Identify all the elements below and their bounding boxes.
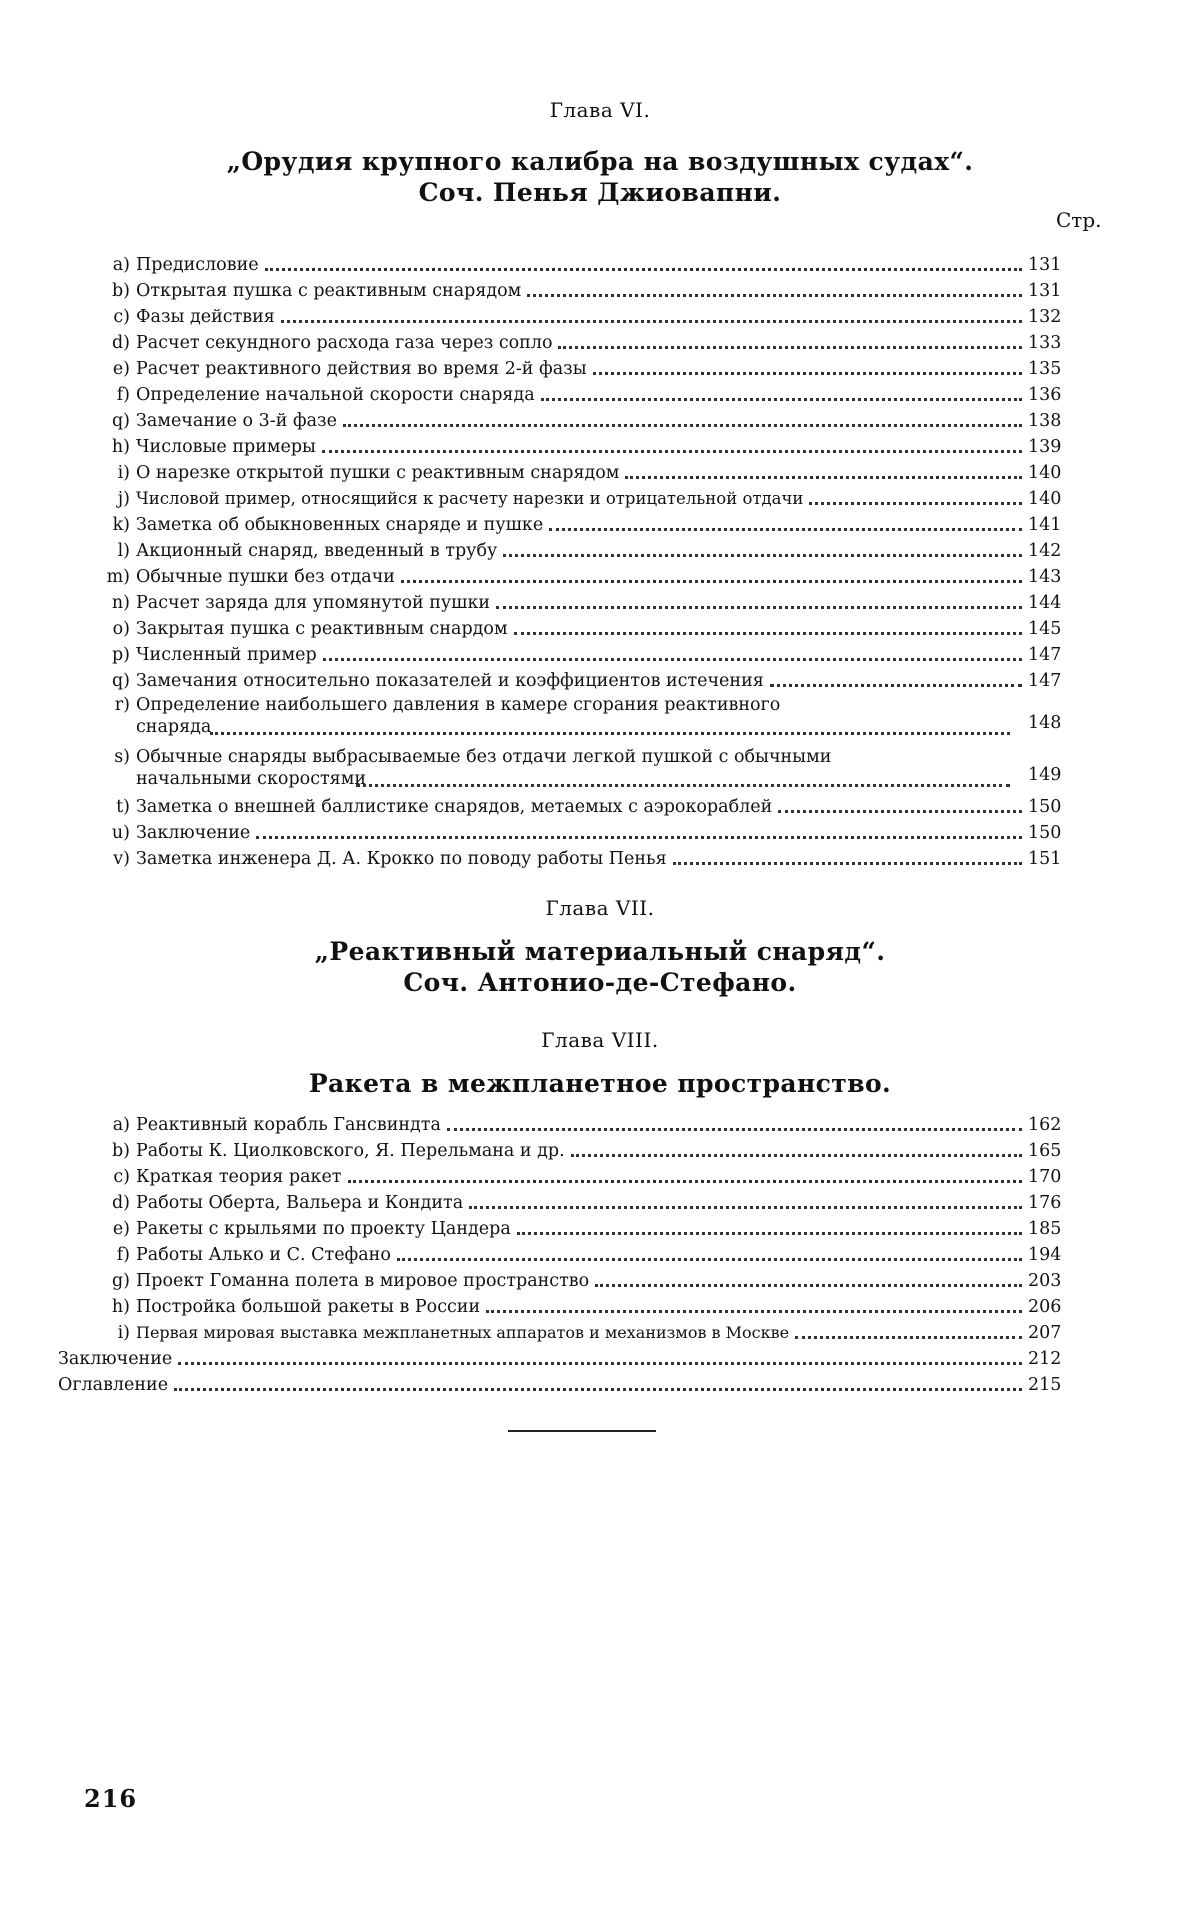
toc-entry[interactable] [100,354,1066,380]
dot-leader [210,728,1010,735]
chapter-6-title-line2: Соч. Пенья Джиовапни. [418,178,782,207]
section-divider [508,1430,656,1432]
toc-page: 138 [1028,411,1062,431]
toc-title: Постройка большой ракеты в России [136,1297,481,1317]
dot-leader [571,1150,1022,1157]
toc-page: 162 [1028,1115,1062,1135]
dot-leader [558,342,1022,349]
toc-page: 147 [1028,671,1062,691]
toc-letter: l) [117,541,130,561]
toc-letter: e) [112,1219,130,1239]
dot-leader [447,1124,1022,1131]
toc-page: 136 [1028,385,1062,405]
toc-page: 170 [1028,1167,1062,1187]
dot-leader [397,1254,1022,1261]
toc-title: Определение начальной скорости снаряда [136,385,535,405]
toc-letter: q) [111,671,130,691]
dot-leader [174,1384,1022,1391]
toc-entry[interactable] [100,276,1066,302]
dot-leader [595,1280,1022,1287]
toc-page: 215 [1028,1375,1062,1395]
toc-entry[interactable] [100,844,1066,870]
toc-entry[interactable] [100,1162,1066,1188]
toc-title: Заметка о внешней баллистике снарядов, метаемых с аэрокораблей [136,797,773,817]
toc-page: 132 [1028,307,1062,327]
toc-title: Первая мировая выставка межпланетных аппаратов и механизмов в Москве [136,1323,790,1342]
dot-leader [593,368,1022,375]
toc-title: Работы Алько и С. Стефано [136,1245,391,1265]
toc-page: 148 [1028,713,1062,733]
toc-title: Работы К. Циолковского, Я. Перельмана и др. [136,1141,565,1161]
toc-letter: c) [113,307,130,327]
toc-letter: k) [112,515,130,535]
dot-leader [625,472,1022,479]
toc-entry[interactable] [100,250,1066,276]
chapter-7-title-line1: „Реактивный материальный снаряд“. [314,937,886,966]
toc-entry[interactable] [100,536,1066,562]
dot-leader [673,858,1022,865]
toc-page: 151 [1028,849,1062,869]
toc-letter: c) [113,1167,130,1187]
chapter-7-title [0,936,1200,998]
toc-entry[interactable] [100,818,1066,844]
chapter-7-label: Глава VII. [545,896,655,920]
toc-letter: i) [117,463,130,483]
toc-page: 145 [1028,619,1062,639]
toc-title: Числовой пример, относящийся к расчету нарезки и отрицательной отдачи [136,489,804,508]
toc-letter: q) [111,411,130,431]
toc-entry[interactable] [100,1136,1066,1162]
dot-leader [778,806,1022,813]
toc-page: 207 [1028,1323,1062,1343]
toc-page: 131 [1028,281,1062,301]
toc-title: Работы Оберта, Вальера и Кондита [136,1193,464,1213]
dot-leader [527,290,1022,297]
toc-page: 131 [1028,255,1062,275]
dot-leader [770,680,1022,687]
toc-title: Оглавление [58,1375,169,1395]
dot-leader [281,316,1022,323]
toc-page: 185 [1028,1219,1062,1239]
chapter-6-label: Глава VI. [549,98,651,122]
toc-entry[interactable] [100,1214,1066,1240]
toc-title-line1: Определение наибольшего давления в камере сгорания реактивного [136,695,781,715]
toc-page: 141 [1028,515,1062,535]
toc-entry-two-line[interactable] [100,694,1066,742]
toc-page: 194 [1028,1245,1062,1265]
chapter-8-label: Глава VIII. [541,1028,659,1052]
toc-entry-conclusion[interactable] [58,1344,1066,1370]
toc-title: Замечание о 3-й фазе [136,411,337,431]
toc-letter: u) [111,823,130,843]
toc-title: Предисловие [136,255,259,275]
toc-entry[interactable] [100,432,1066,458]
toc-letter: v) [113,849,130,869]
toc-letter: t) [116,797,130,817]
toc-title: Закрытая пушка с реактивным снардом [136,619,508,639]
toc-letter: i) [117,1323,130,1343]
toc-entry[interactable] [100,1188,1066,1214]
toc-letter: h) [111,437,130,457]
toc-letter: g) [111,1271,130,1291]
toc-entry[interactable] [100,1266,1066,1292]
dot-leader [541,394,1022,401]
toc-title: Замечания относительно показателей и коэффициентов истечения [136,671,764,691]
toc-entry[interactable] [100,484,1066,510]
toc-entry[interactable] [100,1110,1066,1136]
toc-letter: a) [112,255,130,275]
toc-page: 144 [1028,593,1062,613]
toc-entry-two-line[interactable] [100,746,1066,794]
toc-entry[interactable] [100,380,1066,406]
toc-title: Заметка об обыкновенных снаряде и пушке [136,515,544,535]
toc-entry[interactable] [100,302,1066,328]
toc-title: Проект Гоманна полета в мировое пространство [136,1271,590,1291]
toc-title-line2: снаряда [136,717,212,737]
toc-letter: b) [111,1141,130,1161]
toc-letter: d) [111,1193,130,1213]
toc-entry-contents[interactable] [58,1370,1066,1396]
toc-entry[interactable] [100,1318,1066,1344]
toc-page: 143 [1028,567,1062,587]
dot-leader [265,264,1022,271]
toc-entry[interactable] [100,406,1066,432]
dot-leader [503,550,1022,557]
dot-leader [517,1228,1022,1235]
toc-entry[interactable] [100,458,1066,484]
toc-entry[interactable] [100,328,1066,354]
dot-leader [323,654,1022,661]
dot-leader [343,420,1022,427]
chapter-7-title-line2: Соч. Антонио-де-Стефано. [403,968,797,997]
dot-leader [469,1202,1022,1209]
toc-entry[interactable] [100,510,1066,536]
dot-leader [496,602,1022,609]
toc-page: 165 [1028,1141,1062,1161]
toc-letter: o) [112,619,130,639]
toc-entry[interactable] [100,792,1066,818]
toc-title: Обычные пушки без отдачи [136,567,395,587]
toc-letter: f) [116,1245,130,1265]
toc-letter: f) [116,385,130,405]
toc-page: 150 [1028,797,1062,817]
dot-leader [809,498,1022,505]
toc-letter: s) [114,747,130,767]
toc-entry[interactable] [100,614,1066,640]
toc-letter: d) [111,333,130,353]
dot-leader [356,780,1010,787]
toc-title: Заметка инженера Д. А. Крокко по поводу работы Пенья [136,849,667,869]
toc-title-line2: начальными скоростями [136,769,366,789]
toc-entry[interactable] [100,1292,1066,1318]
toc-page: 206 [1028,1297,1062,1317]
toc-page: 147 [1028,645,1062,665]
toc-page: 176 [1028,1193,1062,1213]
toc-title: Расчет реактивного действия во время 2-й фазы [136,359,587,379]
toc-title: Акционный снаряд, введенный в трубу [136,541,498,561]
toc-letter: h) [111,1297,130,1317]
toc-page: 133 [1028,333,1062,353]
page-number: 216 [84,1784,138,1813]
toc-title: Фазы действия [136,307,275,327]
dot-leader [795,1332,1022,1339]
toc-title: Расчет заряда для упомянутой пушки [136,593,491,613]
toc-letter: e) [112,359,130,379]
toc-page: 139 [1028,437,1062,457]
toc-title: Заключение [58,1349,173,1369]
dot-leader [401,576,1022,583]
toc-page: 135 [1028,359,1062,379]
toc-page: 140 [1028,463,1062,483]
toc-page: 203 [1028,1271,1062,1291]
dot-leader [348,1176,1023,1183]
dot-leader [486,1306,1022,1313]
dot-leader [322,446,1022,453]
toc-entry[interactable] [100,562,1066,588]
toc-entry[interactable] [100,666,1066,692]
chapter-6-title-line1: „Орудия крупного калибра на воздушных судах“. [226,147,974,176]
page-column-label: Стр. [1056,208,1102,232]
toc-letter: b) [111,281,130,301]
toc-title: Ракеты с крыльями по проекту Цандера [136,1219,511,1239]
toc-letter: p) [111,645,130,665]
toc-letter: a) [112,1115,130,1135]
toc-title: Численный пример [136,645,317,665]
toc-title: Реактивный корабль Гансвиндта [136,1115,441,1135]
dot-leader [178,1358,1022,1365]
toc-letter: j) [117,489,130,509]
toc-page: 212 [1028,1349,1062,1369]
toc-entry[interactable] [100,588,1066,614]
dot-leader [549,524,1022,531]
chapter-8-title: Ракета в межпланетное пространство. [308,1069,892,1098]
toc-entry[interactable] [100,1240,1066,1266]
toc-title: Открытая пушка с реактивным снарядом [136,281,522,301]
toc-page: 140 [1028,489,1062,509]
toc-page: 142 [1028,541,1062,561]
toc-title: Расчет секундного расхода газа через сопло [136,333,553,353]
toc-letter: n) [111,593,130,613]
toc-title: Числовые примеры [136,437,316,457]
toc-title: О нарезке открытой пушки с реактивным снарядом [136,463,620,483]
toc-page: 150 [1028,823,1062,843]
chapter-6-title [0,146,1200,208]
toc-letter: m) [106,567,130,587]
toc-letter: r) [114,695,130,715]
toc-title: Краткая теория ракет [136,1167,342,1187]
dot-leader [514,628,1022,635]
toc-entry[interactable] [100,640,1066,666]
toc-title-line1: Обычные снаряды выбрасываемые без отдачи легкой пушкой с обычными [136,747,832,767]
toc-title: Заключение [136,823,251,843]
toc-page: 149 [1028,765,1062,785]
dot-leader [256,832,1022,839]
